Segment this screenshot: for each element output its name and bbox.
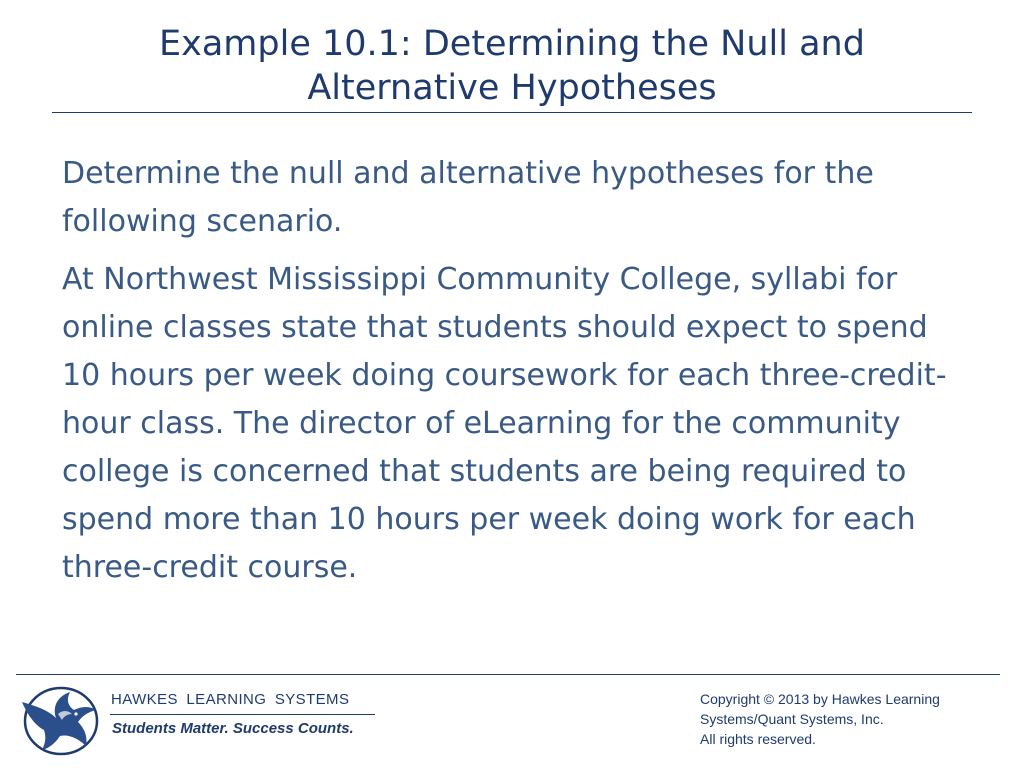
slide-title-line-2: Alternative Hypotheses (307, 68, 717, 108)
copyright-line-2: Systems/Quant Systems, Inc. (700, 711, 884, 727)
body-paragraph-scenario: At Northwest Mississippi Community College, syllabi for online classes state that students should expect to spend 10 hours per week doing coursework for each three-credit-hour class. The director of eLearning for the community college is concerned that students are being required to spend more than 10 hours per week doing work for each three-credit course. (62, 262, 947, 585)
footer-divider (16, 674, 1000, 675)
body-paragraph-instruction: Determine the null and alternative hypotheses for the following scenario. (62, 156, 874, 239)
slide-body (62, 150, 972, 602)
slide-title-line-1: Example 10.1: Determining the Null and (159, 24, 865, 64)
title-divider (52, 112, 972, 113)
eagle-logo-icon (18, 684, 100, 758)
copyright-line-3: All rights reserved. (700, 731, 816, 747)
copyright-notice (700, 689, 940, 749)
copyright-line-1: Copyright © 2013 by Hawkes Learning (700, 691, 940, 707)
brand-name: HAWKES LEARNING SYSTEMS (111, 691, 350, 708)
brand-underline (110, 714, 375, 715)
brand-tagline: Students Matter. Success Counts. (112, 720, 354, 737)
slide-title (52, 22, 972, 110)
